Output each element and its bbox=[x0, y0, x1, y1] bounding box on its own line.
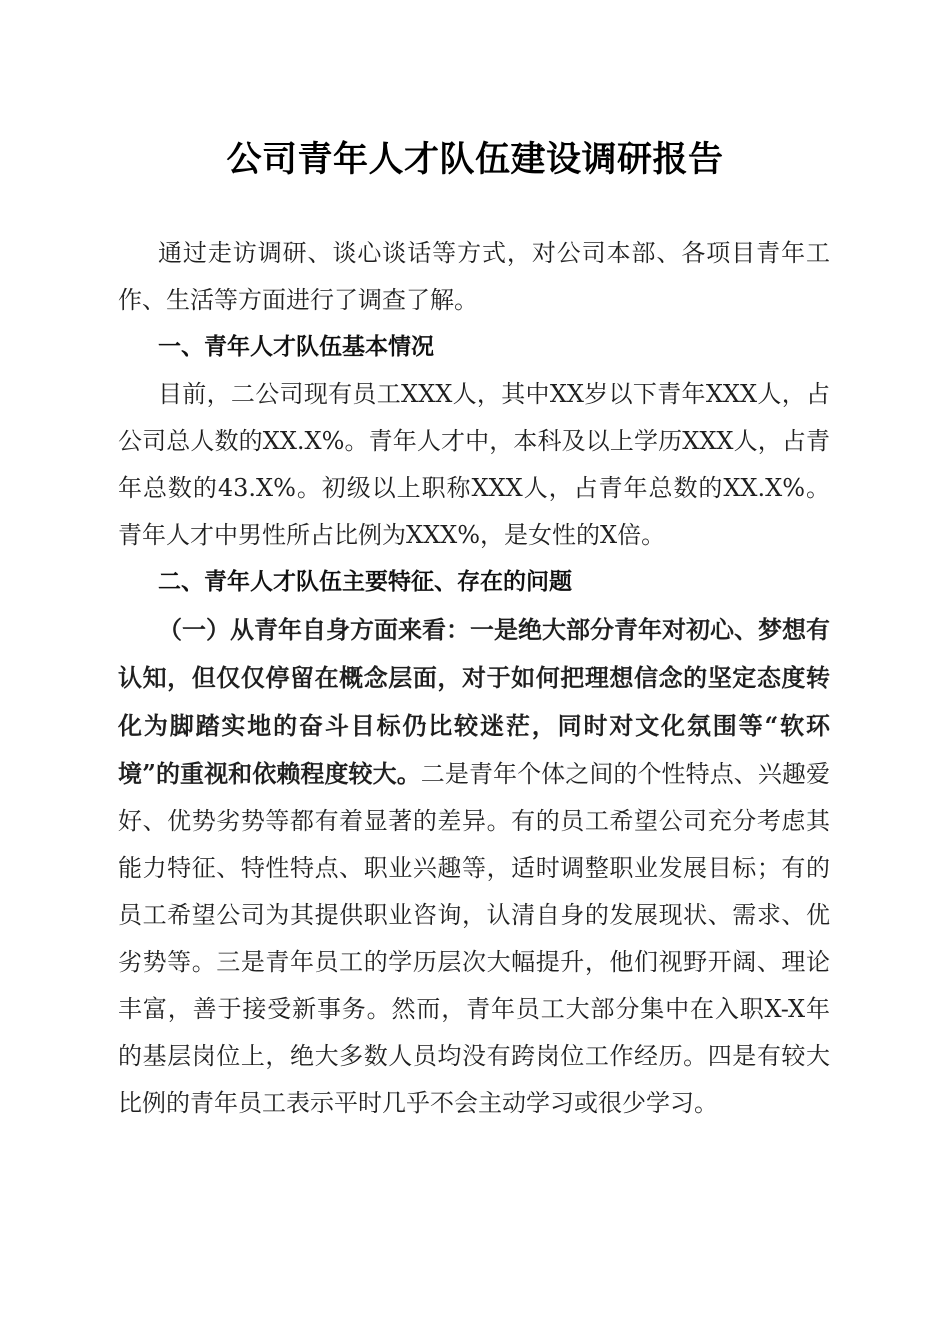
section-2-paragraph bbox=[118, 606, 830, 1127]
page-title: 公司青年人才队伍建设调研报告 bbox=[226, 139, 724, 180]
section-1-heading: 一、青年人才队伍基本情况 bbox=[158, 334, 434, 360]
intro-paragraph: 通过走访调研、谈心谈话等方式，对公司本部、各项目青年工作、生活等方面进行了调查了解。 bbox=[118, 239, 830, 314]
subsection-1-lead: （一）从青年自身方面来看： bbox=[158, 615, 470, 644]
section-2-heading: 二、青年人才队伍主要特征、存在的问题 bbox=[158, 569, 572, 595]
section-1-paragraph: 目前，二公司现有员工XXX人，其中XX岁以下青年XXX人，占公司总人数的XX.X%。青年人才中，本科及以上学历XXX人，占青年总数的43.X%。初级以上职称XXX人，占青年总数的XX.X%。青年人才中男性所占比例为XXX%，是女性的X倍。 bbox=[118, 380, 830, 549]
subsection-1-text: 二是青年个体之间的个性特点、兴趣爱好、优势劣势等都有着显著的差异。有的员工希望公司充分考虑其能力特征、特性特点、职业兴趣等，适时调整职业发展目标；有的员工希望公司为其提供职业咨询，认清自身的发展现状、需求、优劣势等。三是青年员工的学历层次大幅提升，他们视野开阔、理论丰富，善于接受新事务。然而，青年员工大部分集中在入职X-X年的基层岗位上，绝大多数人员均没有跨岗位工作经历。四是有较大比例的青年员工表示平时几乎不会主动学习或很少学习。 bbox=[118, 760, 831, 1117]
document-body bbox=[118, 230, 830, 1127]
subsection-1-text-bold: 一是绝大部分青年对初心、梦想有认知，但仅仅停留在概念层面，对于如何把理想信念的坚定态度转化为脚踏实地的奋斗目标仍比较迷茫，同时对文化氛围等“软环境”的重视和依赖程度较大。 bbox=[118, 615, 830, 788]
